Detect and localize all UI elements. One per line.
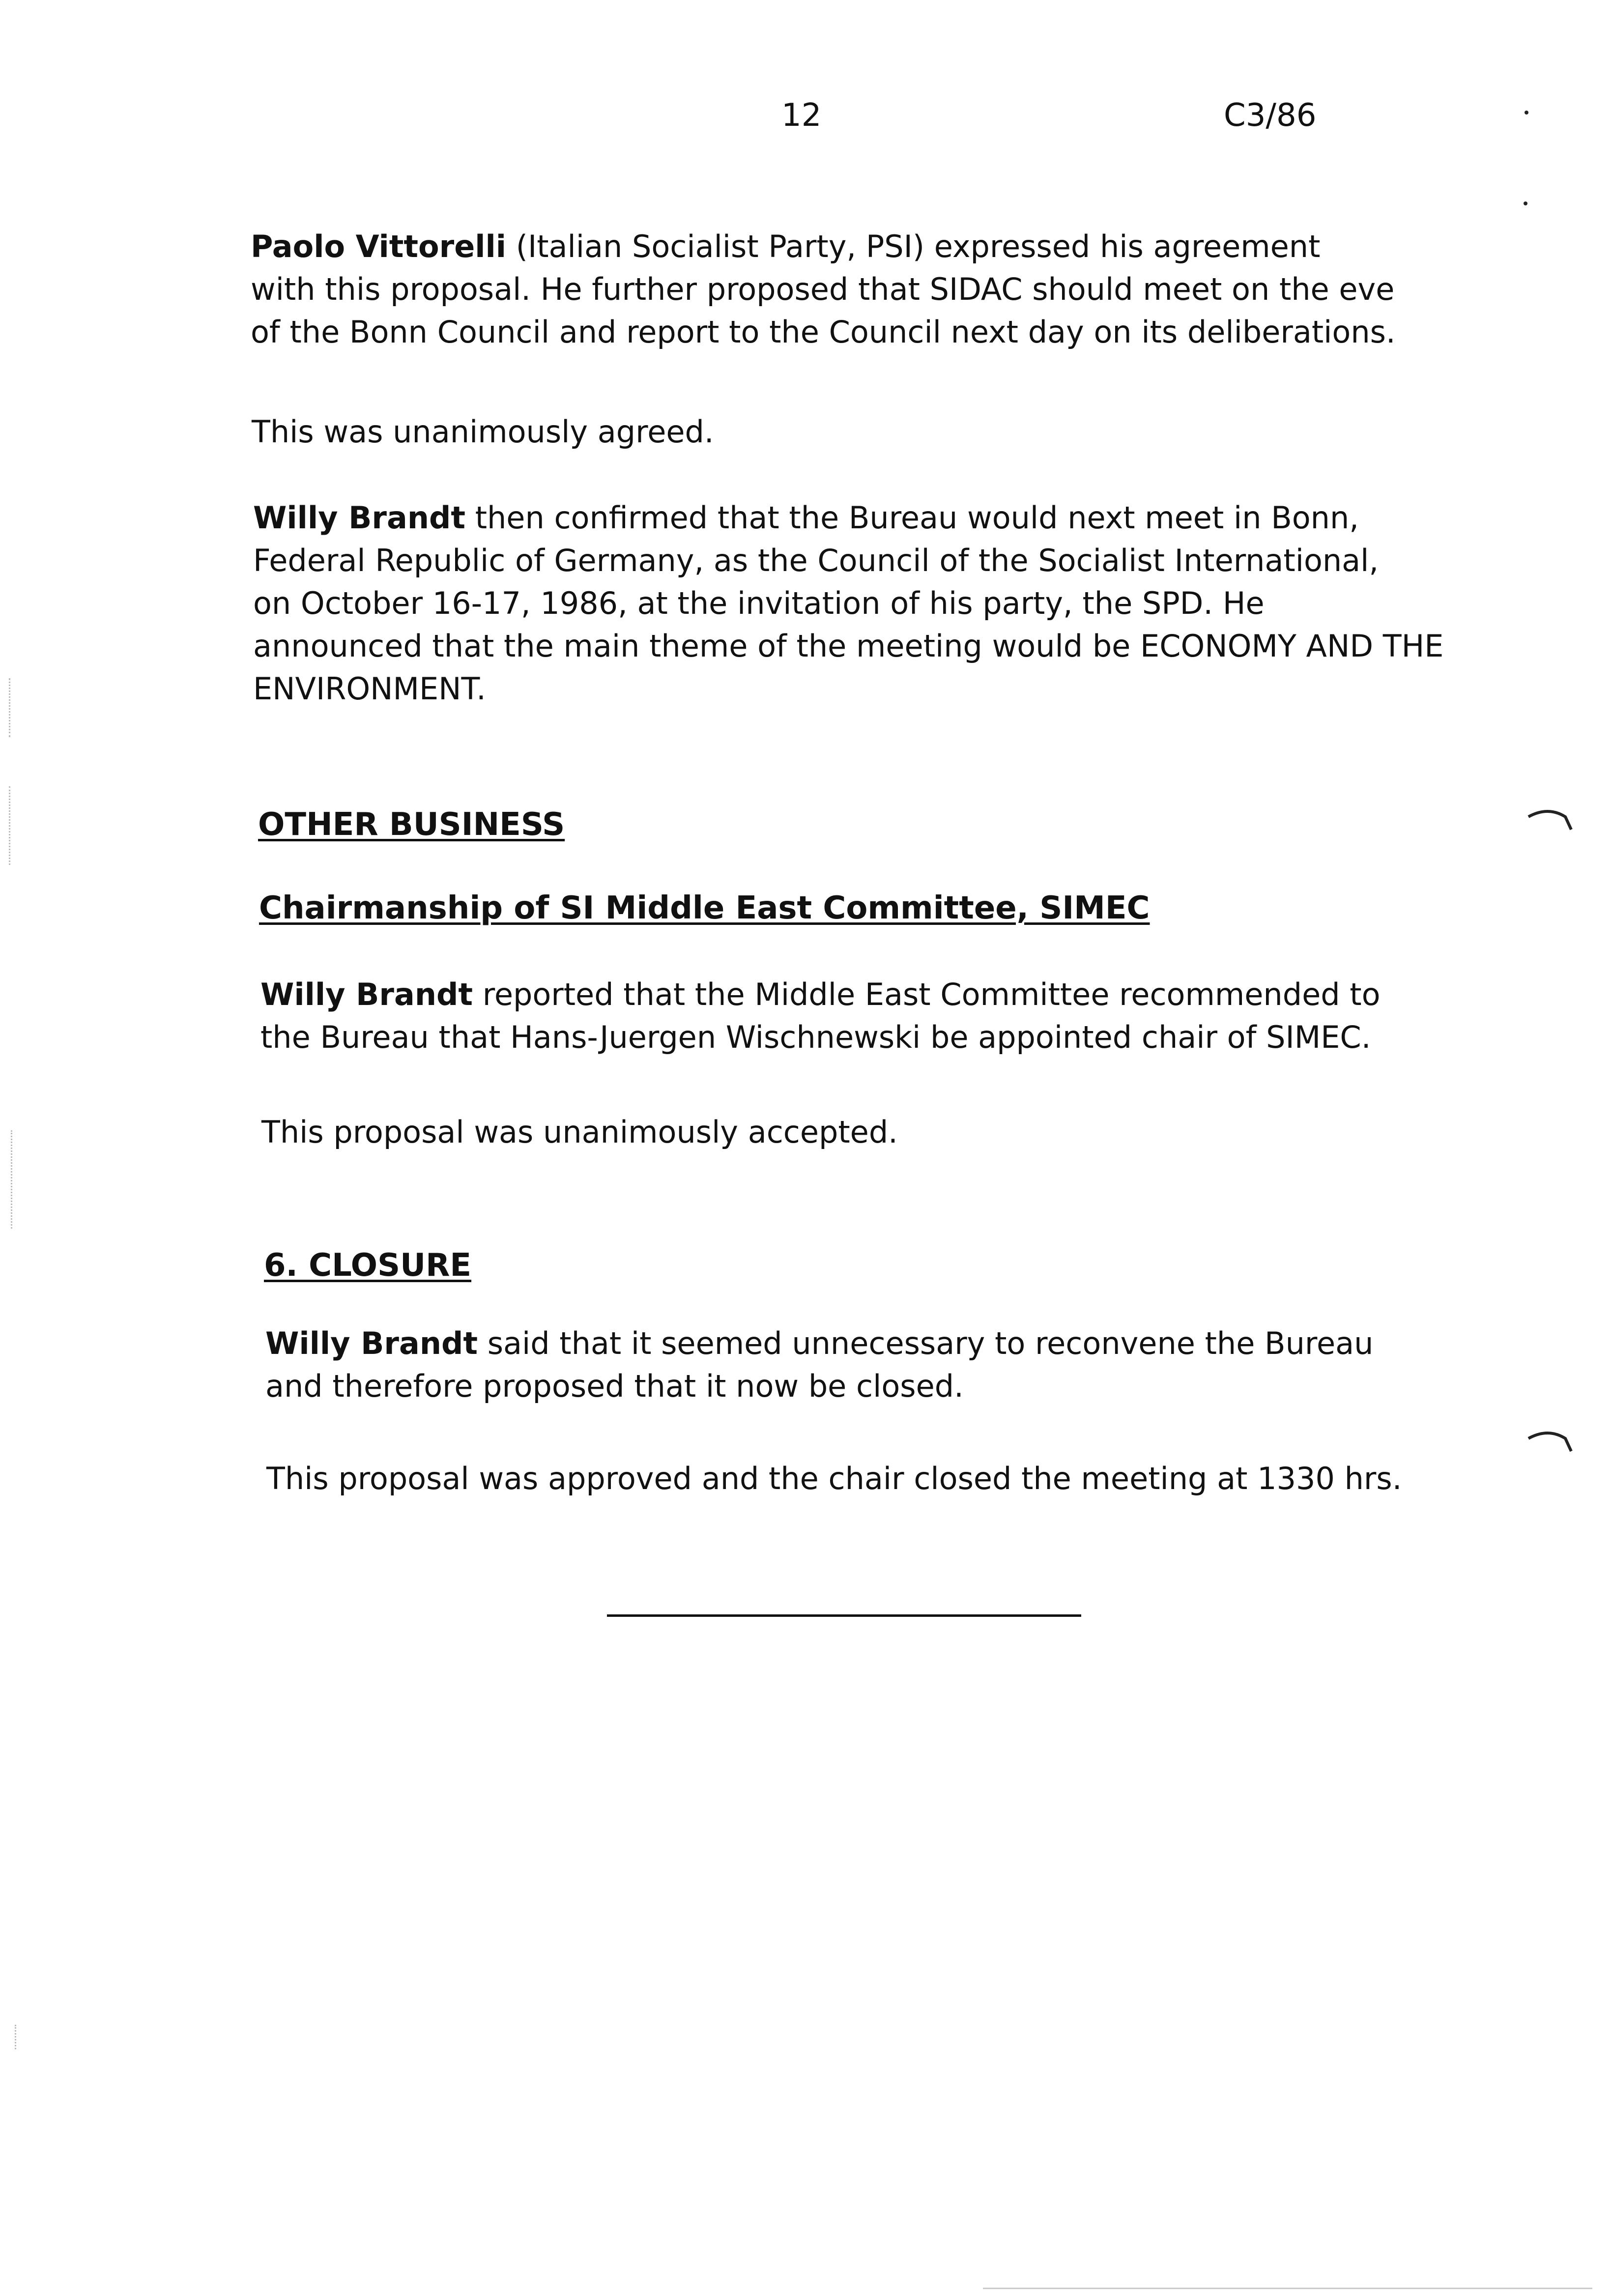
paragraph-line: This was unanimously agreed. <box>252 414 714 450</box>
scan-speck <box>1524 201 1527 205</box>
subsection-heading-simec: Chairmanship of SI Middle East Committee, SIMEC <box>259 890 1150 926</box>
paragraph-vittorelli <box>251 225 1396 353</box>
page-number: 12 <box>781 97 822 134</box>
speaker-name: Willy Brandt <box>260 976 473 1012</box>
scan-edge-dots <box>9 678 12 737</box>
paragraph-line: with this proposal. He further proposed that SIDAC should meet on the eve <box>251 271 1395 307</box>
paragraph-simec-recommendation <box>260 973 1381 1059</box>
paragraph-line: Willy Brandt reported that the Middle East Committee recommended to <box>260 976 1381 1012</box>
speaker-name: Paolo Vittorelli <box>251 229 507 264</box>
speaker-name: Willy Brandt <box>265 1325 478 1361</box>
section-heading-other-business: OTHER BUSINESS <box>258 806 565 843</box>
paragraph-line: Willy Brandt then confirmed that the Bureau would next meet in Bonn, <box>253 500 1359 536</box>
scan-edge-dots <box>15 2025 18 2049</box>
paragraph-line: the Bureau that Hans-Juergen Wischnewski be appointed chair of SIMEC. <box>260 1019 1371 1055</box>
scan-edge-dots <box>11 1130 14 1229</box>
paragraph-line: and therefore proposed that it now be closed. <box>265 1368 964 1404</box>
paragraph-line: on October 16-17, 1986, at the invitation of his party, the SPD. He <box>253 585 1265 621</box>
paragraph-closure-approved <box>266 1457 1402 1500</box>
paragraph-line: Willy Brandt said that it seemed unnecessary to reconvene the Bureau <box>265 1325 1374 1361</box>
paragraph-line: This proposal was unanimously accepted. <box>261 1114 898 1150</box>
closing-rule <box>607 1614 1081 1617</box>
paragraph-line: ENVIRONMENT. <box>253 671 486 707</box>
scan-curl-mark <box>1526 806 1573 840</box>
document-reference: C3/86 <box>1224 97 1317 134</box>
scan-speck <box>1525 111 1528 115</box>
speaker-name: Willy Brandt <box>253 500 465 536</box>
paragraph-closure-proposal <box>265 1322 1373 1407</box>
section-heading-closure: 6. CLOSURE <box>264 1247 472 1284</box>
paragraph-line: Federal Republic of Germany, as the Council of the Socialist International, <box>253 543 1379 578</box>
paragraph-line: announced that the main theme of the meeting would be ECONOMY AND THE <box>253 628 1444 664</box>
paragraph-line: of the Bonn Council and report to the Council next day on its deliberations. <box>251 314 1396 350</box>
paragraph-line: This proposal was approved and the chair closed the meeting at 1330 hrs. <box>266 1461 1402 1496</box>
paragraph-brandt-bonn <box>253 496 1443 710</box>
scan-bottom-smudge <box>983 2288 1592 2289</box>
paragraph-agreed <box>252 410 714 453</box>
paragraph-simec-accepted <box>261 1111 898 1153</box>
scan-curl-mark <box>1526 1428 1573 1462</box>
scan-edge-dots <box>9 786 12 865</box>
paragraph-line: Paolo Vittorelli (Italian Socialist Party, PSI) expressed his agreement <box>251 229 1321 264</box>
